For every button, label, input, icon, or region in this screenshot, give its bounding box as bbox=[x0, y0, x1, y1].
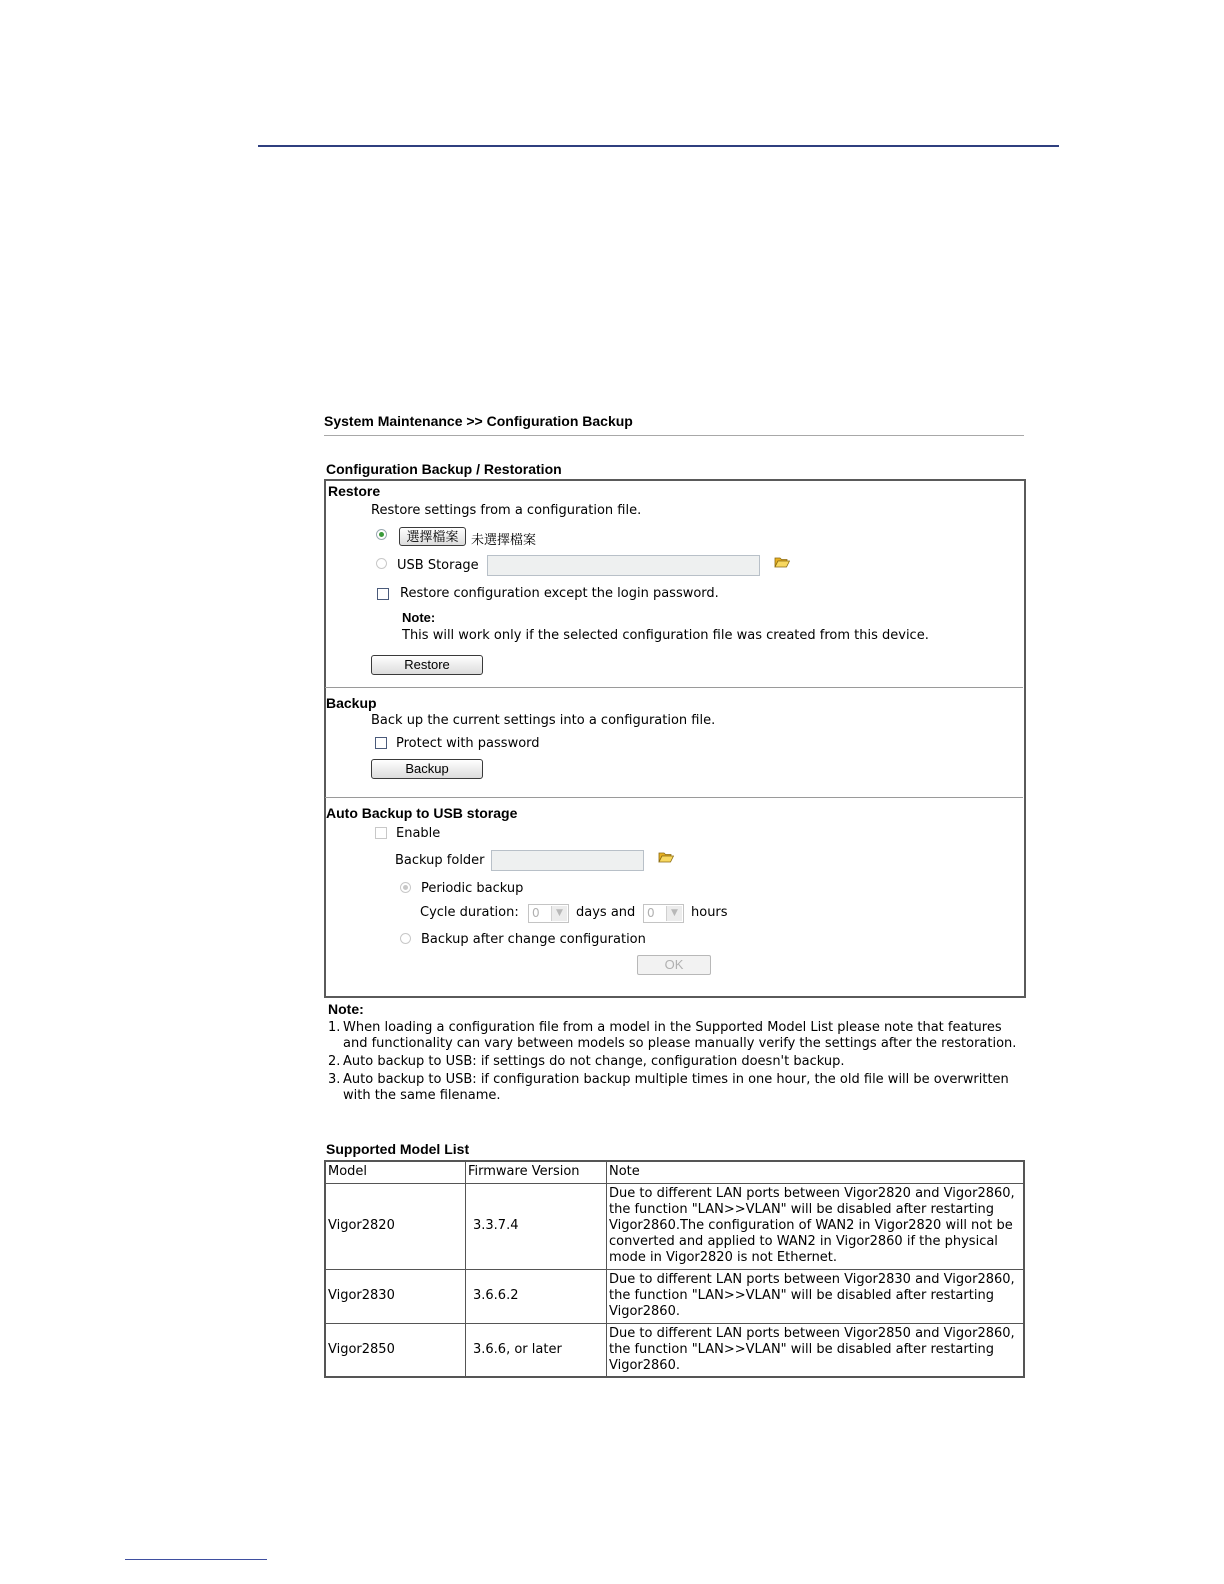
firmware-cell: 3.3.7.4 bbox=[466, 1183, 607, 1269]
restore-heading: Restore bbox=[328, 483, 381, 499]
usb-storage-radio[interactable] bbox=[376, 558, 387, 569]
periodic-backup-radio[interactable] bbox=[400, 882, 411, 893]
protect-password-label: Protect with password bbox=[396, 736, 540, 751]
note-cell: Due to different LAN ports between Vigor2830 and Vigor2860, the function "LAN>>VLAN" will be disabled after restarting Vigor2860. bbox=[607, 1269, 1025, 1323]
table-header-row bbox=[325, 1161, 1024, 1183]
table-row bbox=[325, 1183, 1024, 1269]
after-change-radio[interactable] bbox=[400, 933, 411, 944]
supported-models-title: Supported Model List bbox=[326, 1141, 470, 1157]
hours-select[interactable] bbox=[643, 904, 684, 923]
table-row bbox=[325, 1323, 1024, 1377]
folder-open-icon[interactable] bbox=[774, 556, 790, 568]
except-password-label: Restore configuration except the login password. bbox=[400, 586, 719, 601]
folder-open-icon[interactable] bbox=[658, 851, 674, 863]
backup-description: Back up the current settings into a configuration file. bbox=[371, 713, 716, 728]
no-file-chosen-text: 未選擇檔案 bbox=[471, 533, 537, 548]
notes-title: Note: bbox=[328, 1001, 364, 1017]
notes-list bbox=[328, 1020, 1028, 1106]
model-cell: Vigor2820 bbox=[325, 1183, 466, 1269]
auto-backup-heading: Auto Backup to USB storage bbox=[326, 805, 518, 821]
supported-models-table bbox=[324, 1160, 1025, 1378]
chevron-down-icon: ▼ bbox=[666, 906, 682, 921]
hours-label: hours bbox=[691, 905, 728, 920]
restore-description: Restore settings from a configuration file. bbox=[371, 503, 642, 518]
days-select[interactable] bbox=[528, 904, 569, 923]
firmware-cell: 3.6.6, or later bbox=[466, 1323, 607, 1377]
firmware-cell: 3.6.6.2 bbox=[466, 1269, 607, 1323]
header-divider bbox=[258, 145, 1059, 147]
protect-password-checkbox[interactable] bbox=[375, 737, 387, 749]
title-divider bbox=[324, 435, 1024, 436]
cycle-duration-label: Cycle duration: bbox=[420, 905, 519, 920]
backup-folder-field[interactable] bbox=[491, 850, 644, 871]
section-title: Configuration Backup / Restoration bbox=[326, 461, 562, 477]
ok-button[interactable]: OK bbox=[637, 955, 711, 975]
auto-backup-enable-checkbox[interactable] bbox=[375, 827, 387, 839]
list-item: 2. Auto backup to USB: if settings do not change, configuration doesn't backup. bbox=[328, 1054, 845, 1069]
section-divider bbox=[325, 797, 1023, 798]
model-cell: Vigor2830 bbox=[325, 1269, 466, 1323]
periodic-backup-label: Periodic backup bbox=[421, 881, 524, 896]
list-item: 1. When loading a configuration file from a model in the Supported Model List please note that features and functionality can vary between models so please manually verify the settings after the restoration. bbox=[328, 1020, 1017, 1051]
usb-storage-field[interactable] bbox=[487, 555, 760, 576]
choose-file-button[interactable]: 選擇檔案 bbox=[399, 527, 466, 546]
usb-storage-label: USB Storage bbox=[397, 558, 479, 573]
except-password-checkbox[interactable] bbox=[377, 588, 389, 600]
footer-divider bbox=[125, 1559, 267, 1560]
auto-backup-enable-label: Enable bbox=[396, 826, 441, 841]
restore-note-text: This will work only if the selected configuration file was created from this device. bbox=[402, 628, 929, 643]
note-cell: Due to different LAN ports between Vigor2850 and Vigor2860, the function "LAN>>VLAN" will be disabled after restarting Vigor2860. bbox=[607, 1323, 1025, 1377]
backup-folder-label: Backup folder bbox=[395, 853, 485, 868]
days-label: days and bbox=[576, 905, 636, 920]
section-divider bbox=[325, 687, 1023, 688]
column-header: Model bbox=[325, 1161, 466, 1183]
list-item: 3. Auto backup to USB: if configuration backup multiple times in one hour, the old file will be overwritten with the same filename. bbox=[328, 1072, 1009, 1103]
model-cell: Vigor2850 bbox=[325, 1323, 466, 1377]
days-select-value: 0 bbox=[532, 906, 540, 920]
backup-heading: Backup bbox=[326, 695, 377, 711]
column-header: Note bbox=[607, 1161, 1025, 1183]
chevron-down-icon: ▼ bbox=[551, 906, 567, 921]
page-title: System Maintenance >> Configuration Backup bbox=[324, 413, 633, 429]
hours-select-value: 0 bbox=[647, 906, 655, 920]
note-cell: Due to different LAN ports between Vigor2820 and Vigor2860, the function "LAN>>VLAN" will be disabled after restarting Vigor2860.The configuration of WAN2 in Vigor2820 will not be converted and applied to WAN2 in Vigor2860 if the physical mode in Vigor2820 is not Ethernet. bbox=[607, 1183, 1025, 1269]
restore-file-radio[interactable] bbox=[376, 529, 387, 540]
column-header: Firmware Version bbox=[466, 1161, 607, 1183]
restore-button[interactable]: Restore bbox=[371, 655, 483, 675]
restore-note-title: Note: bbox=[402, 610, 436, 625]
table-row bbox=[325, 1269, 1024, 1323]
backup-button[interactable]: Backup bbox=[371, 759, 483, 779]
after-change-label: Backup after change configuration bbox=[421, 932, 646, 947]
